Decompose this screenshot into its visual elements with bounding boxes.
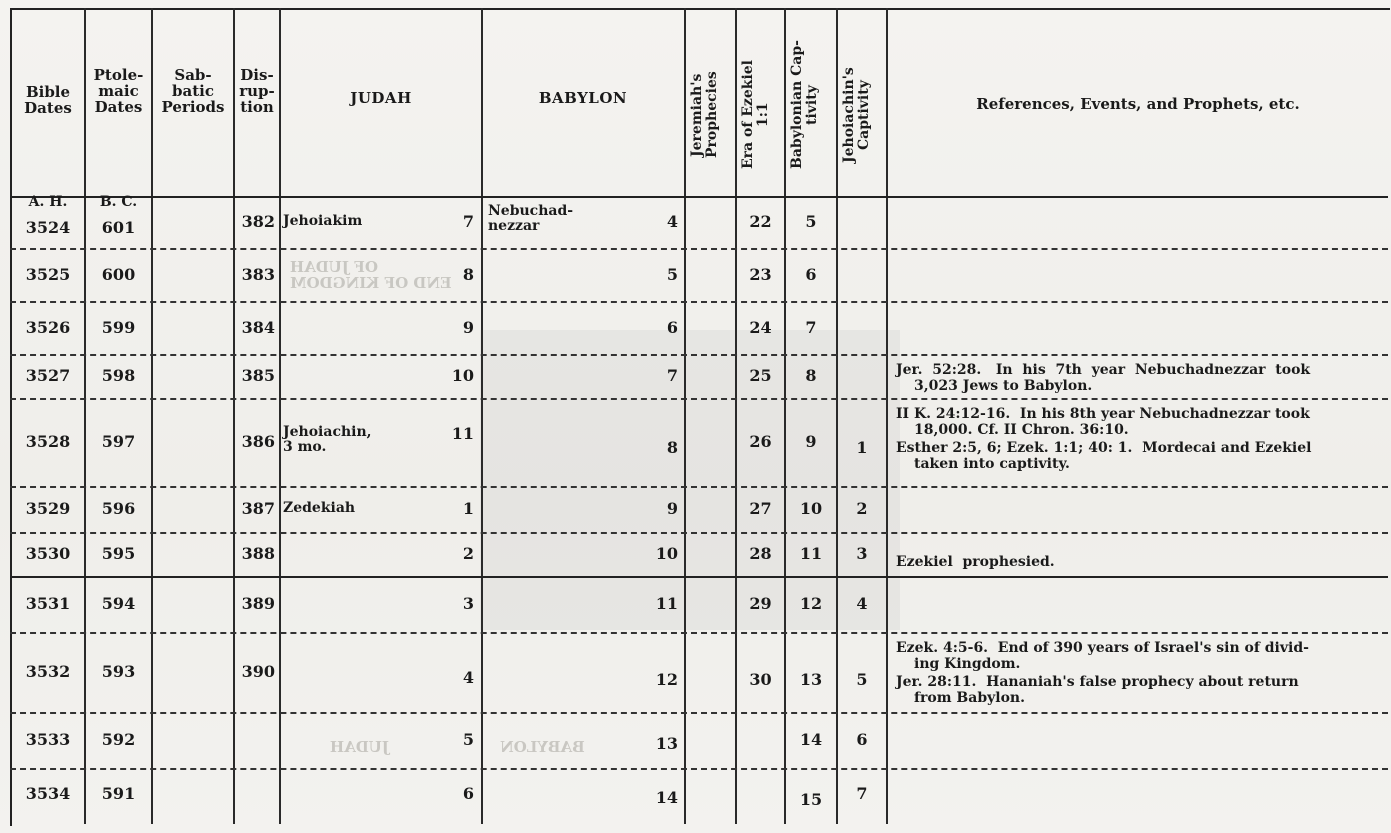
- col-divider: [481, 8, 483, 824]
- jehoiachin-captivity-year: 4: [856, 594, 868, 613]
- captivity-year: 15: [799, 790, 823, 809]
- babylon-regnal-year: 4: [666, 212, 678, 231]
- header-jeremiah: Jeremiah's Prophecies: [689, 71, 720, 159]
- captivity-year: 8: [805, 366, 817, 385]
- captivity-year: 13: [799, 670, 823, 689]
- reference-text: Esther 2:5, 6; Ezek. 1:1; 40: 1. Mordecai and Ezekiel: [896, 440, 1312, 456]
- reference-entry: [896, 554, 1384, 570]
- babylon-regnal-year: 13: [655, 734, 678, 753]
- header-jehoiachin: Jehoiachin's Captivity: [841, 67, 872, 163]
- header-ptolemaic-dates: Ptole- maic Dates: [93, 66, 144, 116]
- reference-text: Jer. 28:11. Hananiah's false prophecy about return: [896, 674, 1299, 690]
- reference-entry: [896, 406, 1384, 438]
- disruption-year: 385: [241, 366, 275, 385]
- judah-regnal-year: 1: [462, 499, 474, 518]
- ezekiel-era-year: 26: [749, 432, 772, 451]
- ezekiel-era-year: 25: [749, 366, 772, 385]
- header-references: References, Events, and Prophets, etc.: [976, 95, 1300, 113]
- row-separator: [10, 632, 1388, 634]
- ptolemaic-date: 592: [101, 730, 136, 749]
- ptolemaic-date: 596: [101, 499, 136, 518]
- jehoiachin-captivity-year: 1: [856, 438, 868, 457]
- ptolemaic-date: 601: [101, 218, 136, 237]
- bleed-through-text: END OF KINGDOM: [290, 274, 452, 292]
- jehoiachin-captivity-year: 2: [856, 499, 868, 518]
- ezekiel-era-year: 28: [749, 544, 772, 563]
- col-divider: [684, 8, 686, 824]
- col-divider: [886, 8, 888, 824]
- reference-text: II K. 24:12-16. In his 8th year Nebuchadnezzar took: [896, 406, 1310, 422]
- judah-king: Jehoiakim: [283, 213, 363, 229]
- captivity-year: 14: [799, 730, 823, 749]
- reference-continuation: from Babylon.: [914, 690, 1025, 706]
- reference-entry: [896, 440, 1384, 472]
- disruption-year: 387: [241, 499, 275, 518]
- bible-date: 3528: [25, 432, 71, 451]
- babylon-regnal-year: 8: [666, 438, 678, 457]
- disruption-year: 384: [241, 318, 275, 337]
- disruption-year: 389: [241, 594, 275, 613]
- row-separator: [10, 712, 1388, 714]
- captivity-year: 12: [799, 594, 823, 613]
- judah-regnal-year: 2: [462, 544, 474, 563]
- babylon-regnal-year: 11: [655, 594, 678, 613]
- header-babylon: BABYLON: [538, 89, 628, 107]
- reference-continuation: ing Kingdom.: [914, 656, 1021, 672]
- bible-date: 3525: [25, 265, 71, 284]
- reference-continuation: taken into captivity.: [914, 456, 1070, 472]
- era-label-bible: A. H.: [28, 194, 68, 210]
- col-divider: [151, 8, 153, 824]
- captivity-year: 11: [799, 544, 823, 563]
- bleed-through-text: OF JUDAH: [290, 258, 378, 276]
- col-divider: [84, 8, 86, 824]
- judah-regnal-year: 4: [462, 668, 474, 687]
- header-captivity: Babylonian Cap- tivity: [789, 40, 820, 170]
- disruption-year: 390: [241, 662, 275, 681]
- ptolemaic-date: 591: [101, 784, 136, 803]
- bible-date: 3534: [25, 784, 71, 803]
- bleed-through-text: JUDAH: [330, 738, 389, 756]
- babylon-regnal-year: 5: [666, 265, 678, 284]
- ptolemaic-date: 598: [101, 366, 136, 385]
- row-separator: [10, 301, 1388, 303]
- bible-date: 3531: [25, 594, 71, 613]
- row-separator: [10, 486, 1388, 488]
- row-separator: [10, 248, 1388, 250]
- ptolemaic-date: 595: [101, 544, 136, 563]
- ezekiel-era-year: 27: [749, 499, 772, 518]
- col-divider: [233, 8, 235, 824]
- bible-date: 3533: [25, 730, 71, 749]
- babylon-regnal-year: 9: [666, 499, 678, 518]
- babylon-regnal-year: 6: [666, 318, 678, 337]
- babylon-regnal-year: 7: [666, 366, 678, 385]
- judah-regnal-year: 3: [462, 594, 474, 613]
- bleed-through-text: BABYLON: [500, 738, 585, 756]
- reference-continuation: 3,023 Jews to Babylon.: [914, 378, 1093, 394]
- judah-king: Zedekiah: [283, 500, 356, 516]
- babylon-king: Nebuchad- nezzar: [488, 203, 574, 234]
- reference-entry: [896, 674, 1384, 706]
- ptolemaic-date: 599: [101, 318, 136, 337]
- ptolemaic-date: 600: [101, 265, 136, 284]
- captivity-year: 5: [805, 212, 817, 231]
- header-disruption: Dis- rup- tion: [239, 66, 275, 116]
- ezekiel-era-year: 24: [749, 318, 772, 337]
- judah-king: Jehoiachin, 3 mo.: [283, 424, 372, 455]
- captivity-year: 10: [799, 499, 823, 518]
- header-sabbatic-periods: Sab- batic Periods: [161, 66, 225, 116]
- reference-text: Ezek. 4:5-6. End of 390 years of Israel's sin of divid-: [896, 640, 1309, 656]
- reference-entry: [896, 640, 1384, 672]
- row-separator: [10, 768, 1388, 770]
- col-divider: [784, 8, 786, 824]
- ptolemaic-date: 597: [101, 432, 136, 451]
- judah-regnal-year: 8: [462, 265, 474, 284]
- jehoiachin-captivity-year: 7: [856, 784, 868, 803]
- header-bible-dates: Bible Dates: [24, 83, 72, 117]
- disruption-year: 386: [241, 432, 275, 451]
- bible-date: 3526: [25, 318, 71, 337]
- babylon-regnal-year: 10: [655, 544, 678, 563]
- ezekiel-era-year: 30: [749, 670, 772, 689]
- babylon-regnal-year: 14: [655, 788, 678, 807]
- judah-regnal-year: 10: [451, 366, 474, 385]
- bible-date: 3527: [25, 366, 71, 385]
- judah-regnal-year: 9: [462, 318, 474, 337]
- judah-regnal-year: 5: [462, 730, 474, 749]
- row-separator: [10, 398, 1388, 400]
- captivity-year: 7: [805, 318, 817, 337]
- col-divider: [735, 8, 737, 824]
- captivity-year: 9: [805, 432, 817, 451]
- era-label-ptolemaic: B. C.: [99, 194, 138, 210]
- judah-regnal-year: 7: [462, 212, 474, 231]
- captivity-year: 6: [805, 265, 817, 284]
- jehoiachin-captivity-year: 5: [856, 670, 868, 689]
- ezekiel-era-year: 22: [749, 212, 772, 231]
- row-separator: [10, 532, 1388, 534]
- reference-text: Jer. 52:28. In his 7th year Nebuchadnezzar took: [896, 362, 1311, 378]
- ptolemaic-date: 594: [101, 594, 136, 613]
- jehoiachin-captivity-year: 6: [856, 730, 868, 749]
- disruption-year: 383: [241, 265, 275, 284]
- judah-regnal-year: 11: [451, 424, 474, 443]
- header-ezekiel: Era of Ezekiel 1:1: [740, 60, 771, 170]
- ptolemaic-date: 593: [101, 662, 136, 681]
- reference-continuation: 18,000. Cf. II Chron. 36:10.: [914, 422, 1129, 438]
- reference-text: Ezekiel prophesied.: [896, 554, 1055, 570]
- reference-entry: [896, 362, 1384, 394]
- judah-regnal-year: 6: [462, 784, 474, 803]
- row-separator: [10, 354, 1388, 356]
- ezekiel-era-year: 29: [749, 594, 772, 613]
- col-divider: [836, 8, 838, 824]
- bible-date: 3530: [25, 544, 71, 563]
- header-judah: JUDAH: [350, 89, 412, 107]
- bible-date: 3532: [25, 662, 71, 681]
- bible-date: 3524: [25, 218, 71, 237]
- babylon-regnal-year: 12: [655, 670, 678, 689]
- section-rule: [10, 576, 1388, 578]
- bible-date: 3529: [25, 499, 71, 518]
- ezekiel-era-year: 23: [749, 265, 772, 284]
- header-rule: [10, 196, 1388, 198]
- disruption-year: 382: [241, 212, 275, 231]
- col-divider: [279, 8, 281, 824]
- disruption-year: 388: [241, 544, 275, 563]
- jehoiachin-captivity-year: 3: [856, 544, 868, 563]
